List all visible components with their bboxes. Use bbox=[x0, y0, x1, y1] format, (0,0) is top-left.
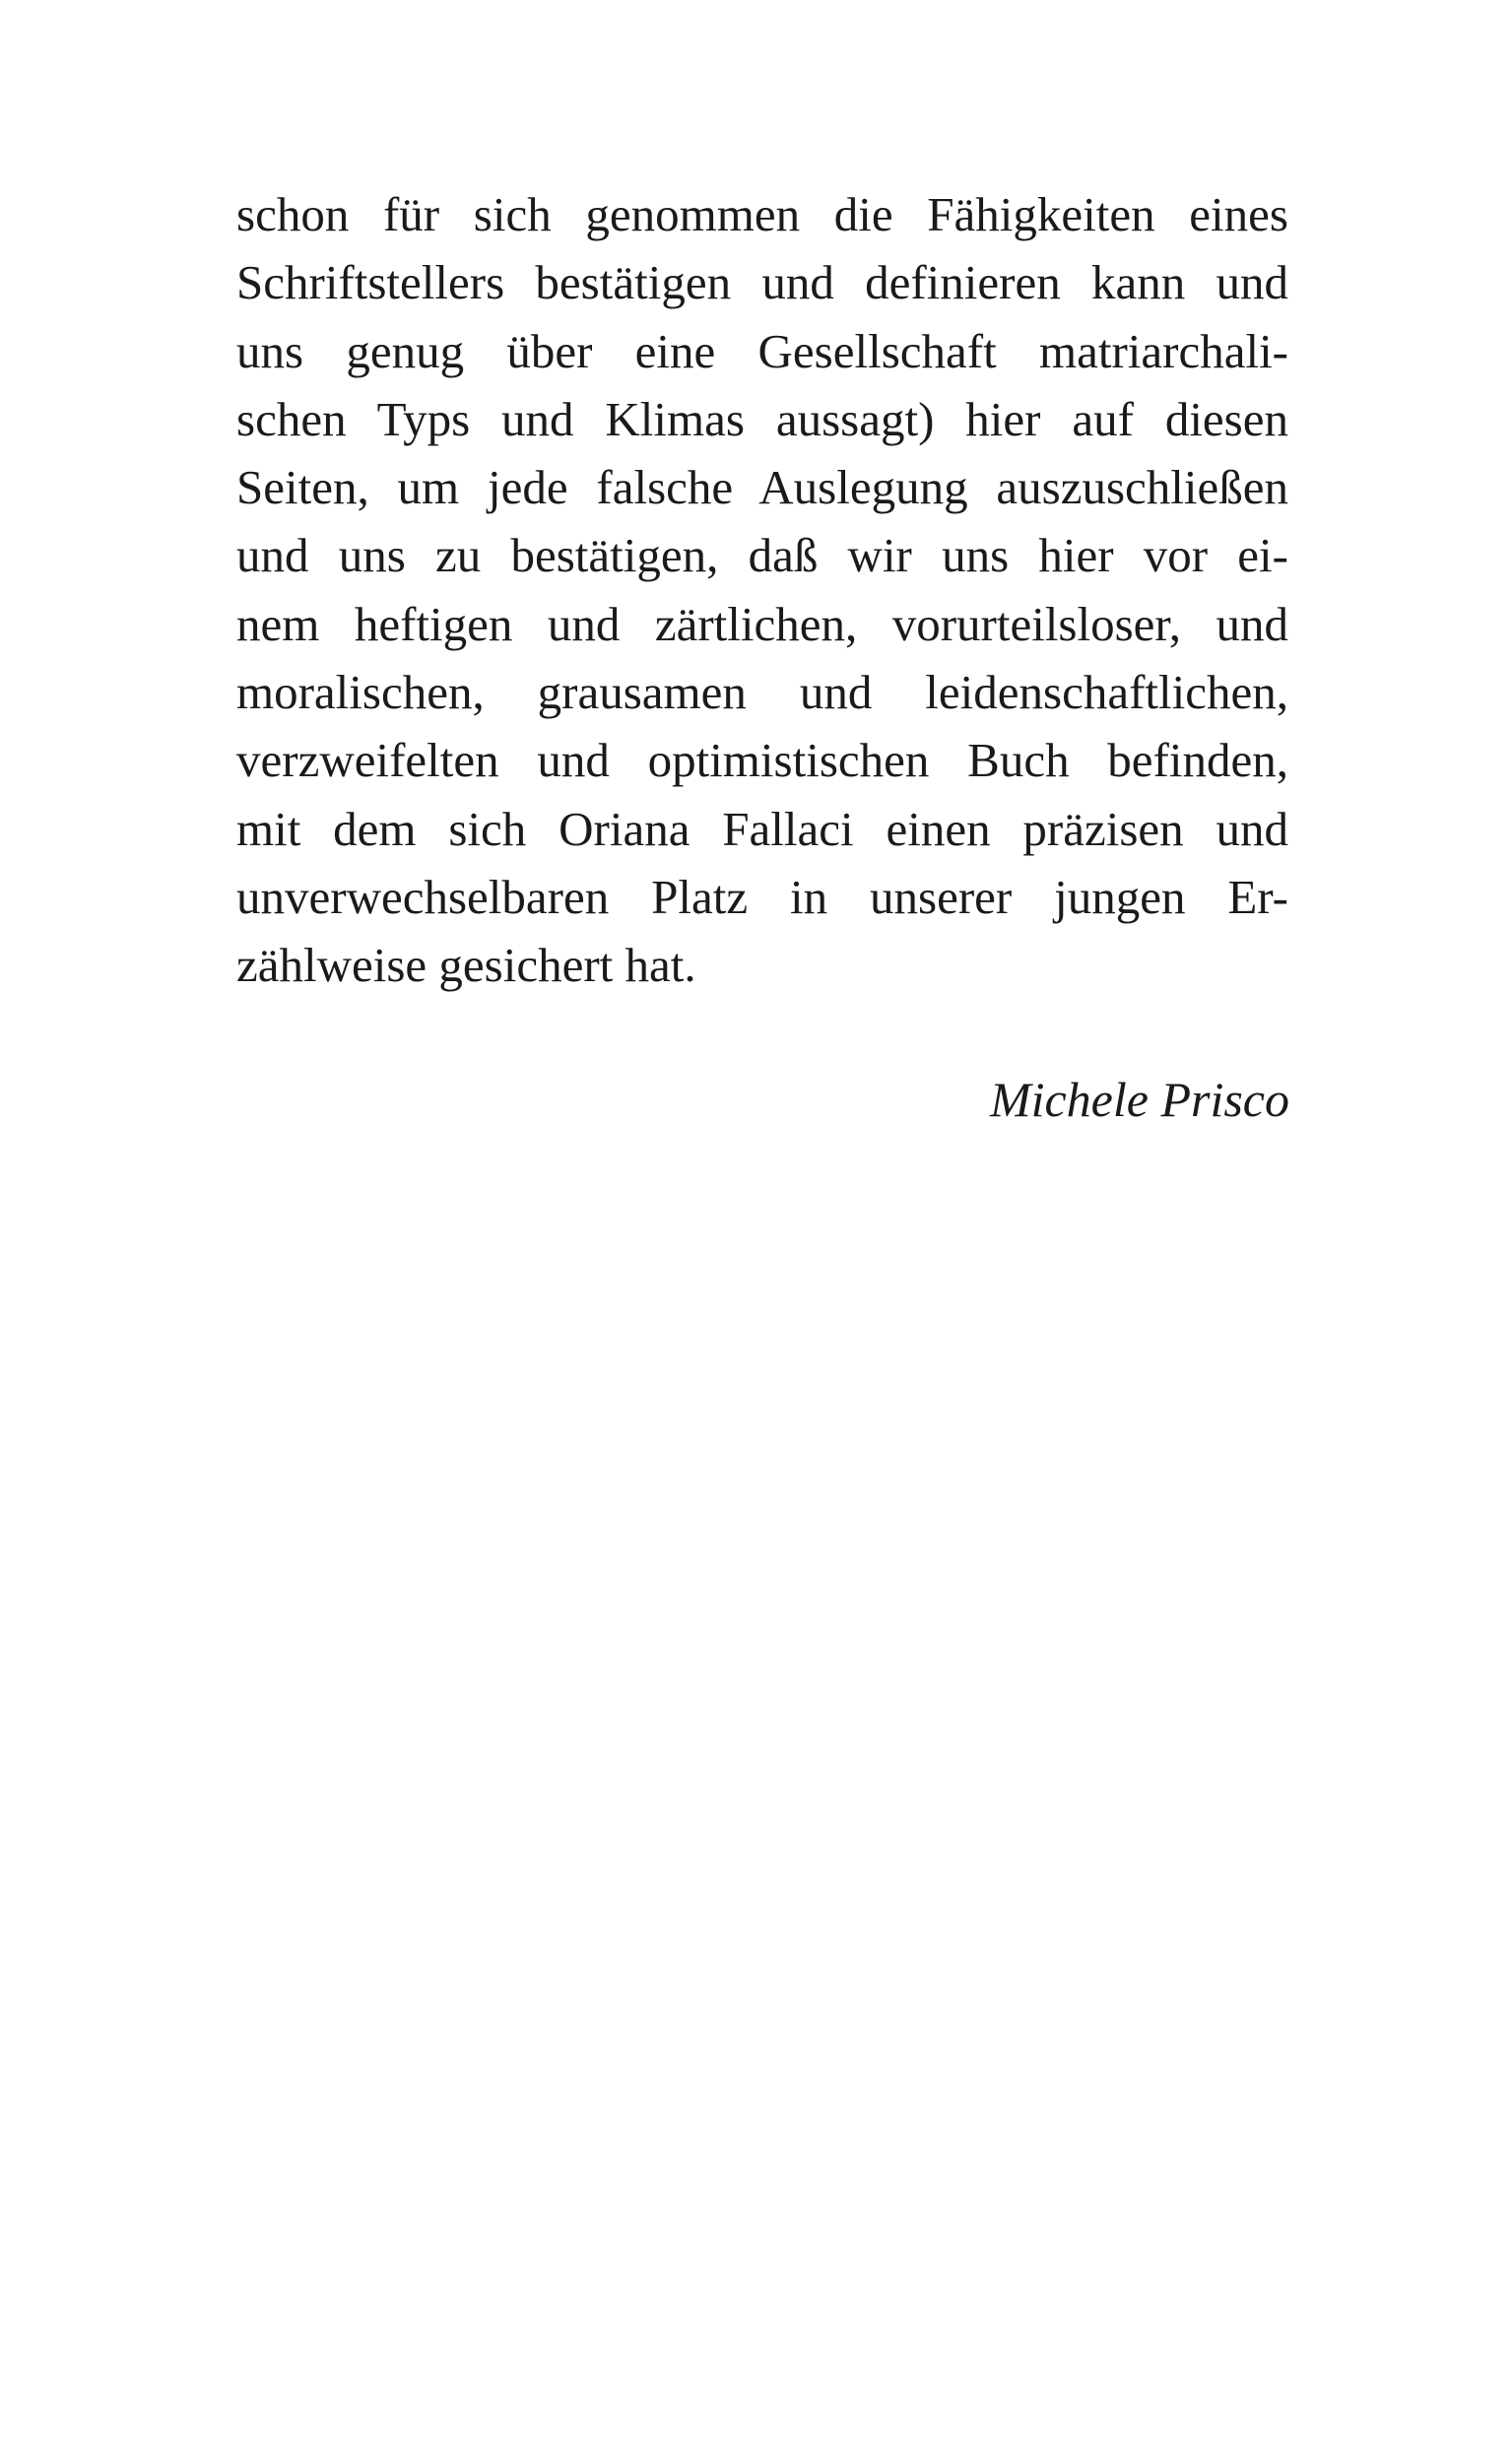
paragraph-line: und uns zu bestätigen, daß wir uns hier vor ei- bbox=[236, 528, 1288, 583]
body-paragraph bbox=[236, 180, 1288, 1000]
paragraph-line: zählweise gesichert hat. bbox=[236, 938, 696, 993]
paragraph-line: schen Typs und Klimas aussagt) hier auf diesen bbox=[236, 391, 1288, 446]
paragraph-line: Schriftstellers bestätigen und definieren kann und bbox=[236, 255, 1288, 310]
paragraph-line: uns genug über eine Gesellschaft matriarchali- bbox=[236, 323, 1288, 378]
paragraph-line: moralischen, grausamen und leidenschaftlichen, bbox=[236, 665, 1288, 720]
paragraph-line: mit dem sich Oriana Fallaci einen präzisen und bbox=[236, 801, 1288, 856]
paragraph-line: Seiten, um jede falsche Auslegung auszuschließen bbox=[236, 460, 1288, 515]
paragraph-line: nem heftigen und zärtlichen, vorurteilsloser, und bbox=[236, 596, 1288, 651]
paragraph-line: unverwechselbaren Platz in unserer jungen Er- bbox=[236, 869, 1288, 924]
author-signature: Michele Prisco bbox=[989, 1072, 1289, 1127]
paragraph-line: verzweifelten und optimistischen Buch befinden, bbox=[236, 733, 1288, 788]
paragraph-line: schon für sich genommen die Fähigkeiten eines bbox=[236, 187, 1288, 241]
